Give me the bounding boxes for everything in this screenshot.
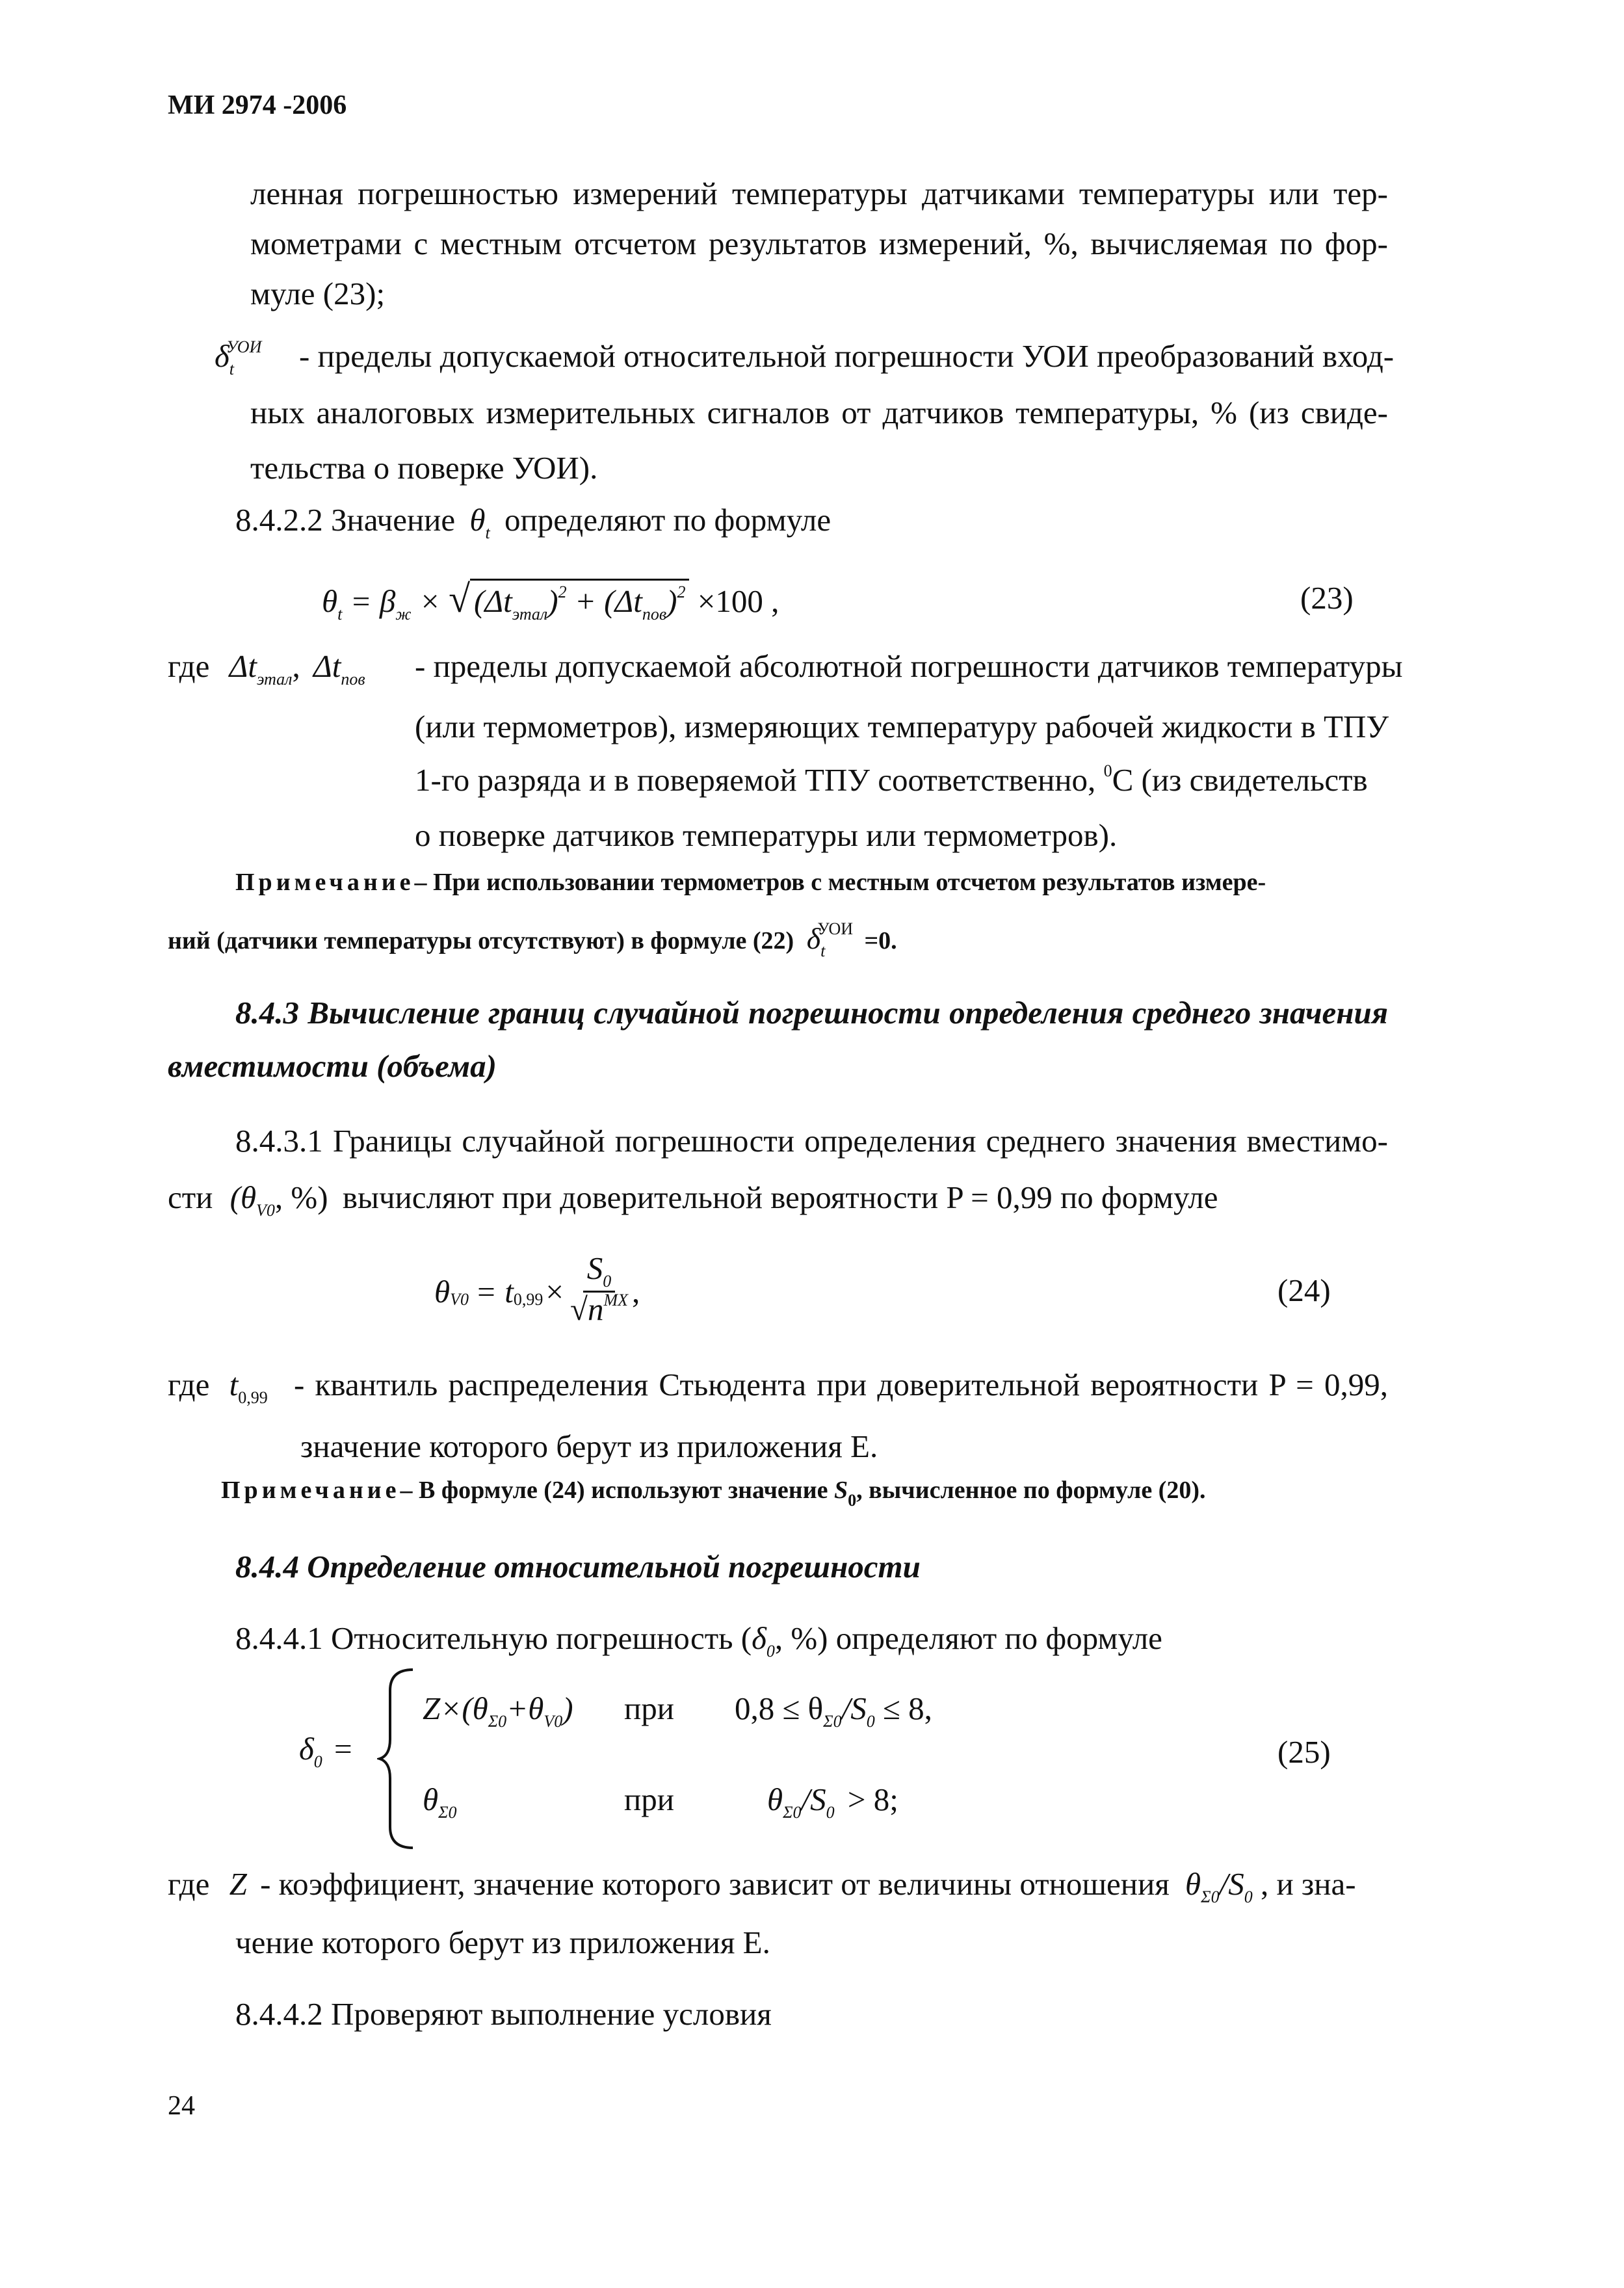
where-24-line: - квантиль распределения Стьюдента при доверительной вероятности P = 0,99,: [294, 1367, 1388, 1402]
clause-8-4-4-2: 8.4.4.2 Проверяют выполнение условия: [235, 1996, 772, 2032]
section-8-4-3-heading-line-2: вместимости (объема): [168, 1048, 497, 1084]
formula-23: $\theta_t = \beta_ж$ × √ $(\Delta t_{этал})^2 + (\Delta t_{пов})^2 \times 100$ ,: [322, 579, 779, 626]
section-8-4-3-heading: 8.4.3 Вычисление границ случайной погрешности определения среднего значения: [235, 995, 1388, 1031]
formula-25-case-1-condition: $0,8 \le \theta_{\Sigma 0}/S_0 \le 8$,: [735, 1690, 932, 1731]
formula-25-case-2: $\theta_{\Sigma 0}$: [423, 1782, 457, 1822]
formula-25-case-1-when: при: [624, 1690, 674, 1726]
definition-line: тельства о поверке УОИ).: [250, 450, 598, 486]
definition-line: ных аналоговых измерительных сигналов от датчиков температуры, % (из свиде-: [250, 395, 1388, 430]
where-25-line-2: чение которого берут из приложения Е.: [235, 1925, 770, 1960]
where-25-line-1: где Z - коэффициент, значение которого зависит от величины отношения $\theta_{\Sigma 0}/S_0$ , и зна-: [168, 1866, 1356, 1906]
formula-number-24: (24): [1277, 1272, 1331, 1308]
doc-id-header: МИ 2974 -2006: [168, 90, 347, 120]
where-24-label: где $t_{0,99}$: [168, 1367, 268, 1407]
where-23-line: (или термометров), измеряющих температуру рабочей жидкости в ТПУ: [415, 709, 1389, 744]
formula-number-25: (25): [1277, 1734, 1331, 1770]
clause-8-4-3-1-line-2: сти ($\theta_{V0}$, %) вычисляют при доверительной вероятности P = 0,99 по формуле: [168, 1179, 1218, 1220]
definition-line: - пределы допускаемой относительной погрешности УОИ преобразований вход-: [299, 338, 1395, 374]
page-number: 24: [168, 2091, 195, 2121]
formula-number-23: (23): [1300, 580, 1354, 616]
formula-25-brace: [377, 1664, 416, 1856]
where-24-line: значение которого берут из приложения Е.: [300, 1428, 878, 1464]
clause-8-4-2-2: 8.4.2.2 Значение $\theta_t$ определяют по формуле: [235, 502, 832, 542]
delta-symbol: $\delta_t^{УОИ}$: [215, 337, 262, 378]
formula-25-case-1: $Z\times(\theta_{\Sigma 0}+\theta_{V0})$: [423, 1690, 573, 1731]
formula-25-case-2-condition: $\theta_{\Sigma 0}/S_0 > 8$;: [767, 1782, 898, 1822]
clause-8-4-4-1: 8.4.4.1 Относительную погрешность ($\delta_0$, %) определяют по формуле: [235, 1620, 1162, 1661]
formula-25-lhs: $\delta_0$ =: [299, 1731, 352, 1771]
paragraph-line: муле (23);: [250, 276, 386, 311]
paragraph-line: ленная погрешностью измерений температуры датчиками температуры или тер-: [250, 176, 1388, 211]
note-2: Примечание– В формуле (24) используют значение $S_0$, вычисленное по формуле (20).: [221, 1477, 1206, 1510]
where-23-line: - пределы допускаемой абсолютной погрешности датчиков температуры: [415, 648, 1403, 684]
note-1: Примечание– При использовании термометров с местным отсчетом результатов измере-: [235, 869, 1266, 896]
clause-8-4-3-1: 8.4.3.1 Границы случайной погрешности определения среднего значения вместимо-: [235, 1123, 1388, 1159]
note-1-line-2: ний (датчики температуры отсутствуют) в формуле (22) $\delta_t^{УОИ} =0$.: [168, 919, 897, 960]
formula-24: θ V0 = t 0,99 × $\frac{S_0}{√n^{MX}}$ ,: [434, 1250, 640, 1327]
paragraph-line: мометрами с местным отсчетом результатов измерений, %, вычисляемая по фор-: [250, 226, 1388, 261]
section-8-4-4-heading: 8.4.4 Определение относительной погрешности: [235, 1549, 921, 1585]
where-23-line: о поверке датчиков температуры или термометров).: [415, 817, 1118, 853]
formula-25-case-2-when: при: [624, 1782, 674, 1817]
where-23-label: где $\Delta t_{этал}$, $\Delta t_{пов}$: [168, 648, 365, 689]
where-23-line: 1-го разряда и в поверяемой ТПУ соответственно, $^0$С (из свидетельств: [415, 761, 1368, 798]
